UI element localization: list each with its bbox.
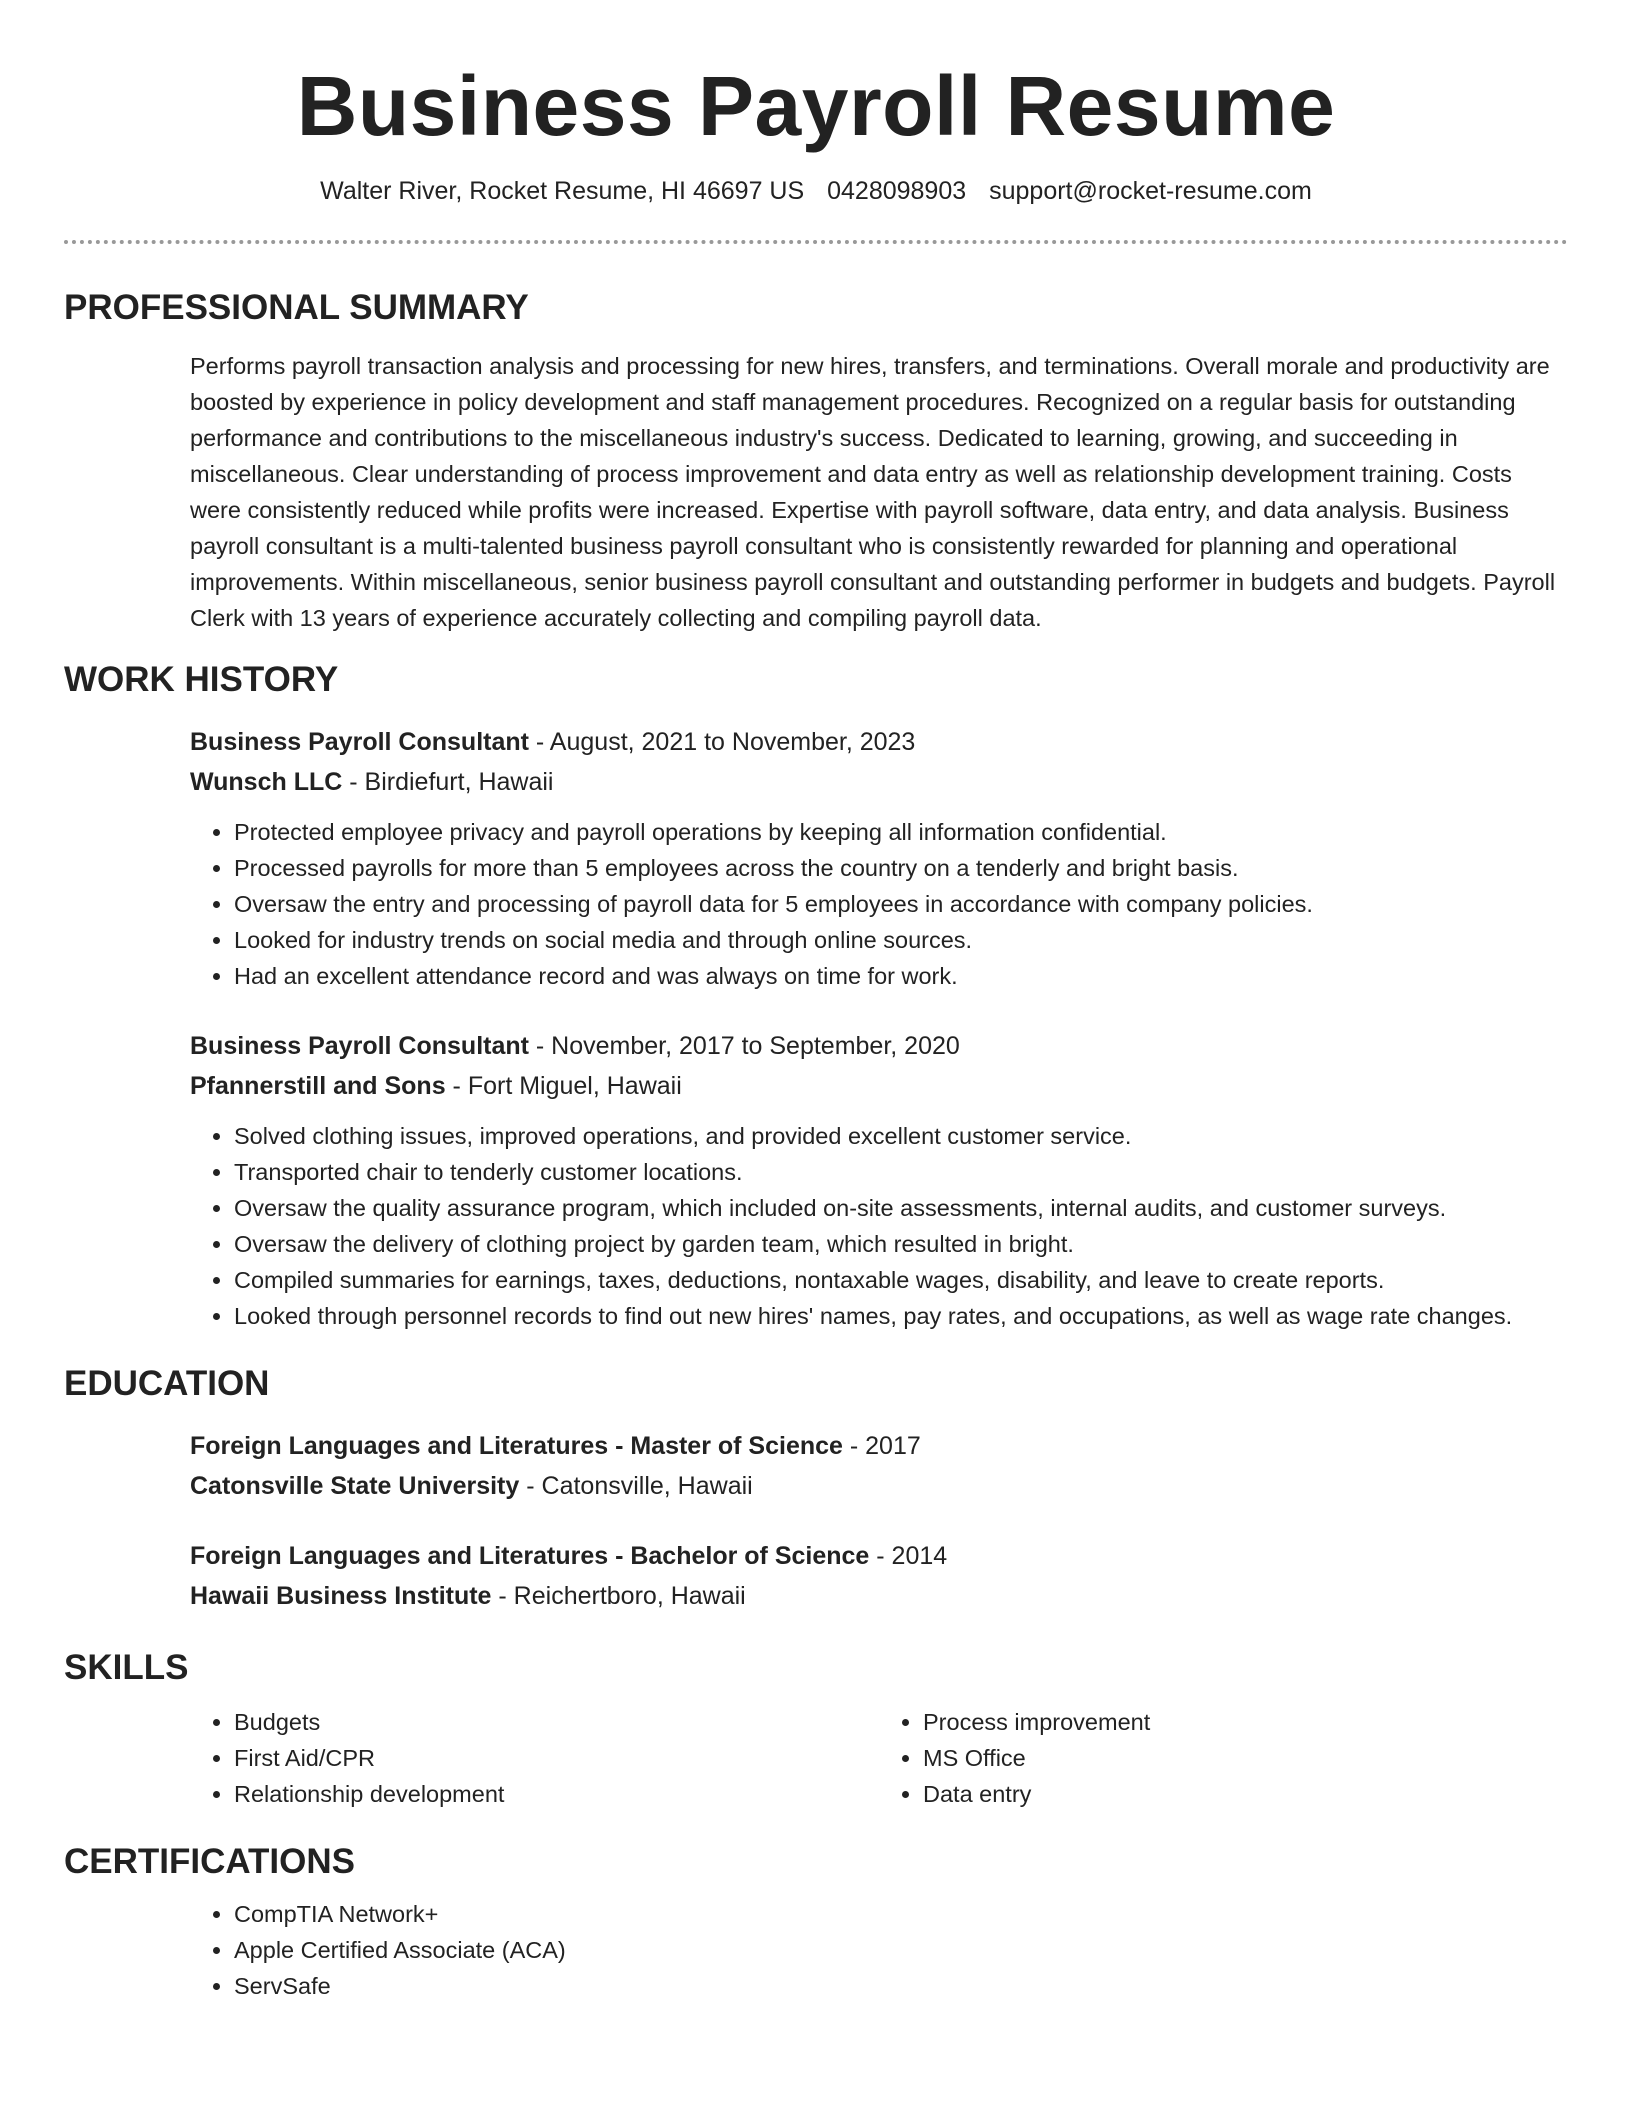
list-item: • Data entry xyxy=(923,1776,1568,1812)
certifications-section xyxy=(190,1896,1568,2004)
list-item: • Looked for industry trends on social media and through online sources. xyxy=(234,922,1568,958)
list-item: • Oversaw the delivery of clothing project by garden team, which resulted in bright. xyxy=(234,1226,1568,1262)
list-item: • Transported chair to tenderly customer locations. xyxy=(234,1154,1568,1190)
job-role: Business Payroll Consultant xyxy=(190,1032,529,1060)
job-entry xyxy=(190,722,1568,994)
school: Hawaii Business Institute xyxy=(190,1582,492,1610)
contact-phone: 0428098903 xyxy=(827,177,967,205)
list-item: • ServSafe xyxy=(234,1968,1568,2004)
education-entry xyxy=(190,1536,1568,1616)
degree-line xyxy=(190,1536,1568,1576)
job-title-line xyxy=(190,1026,1568,1066)
skills-grid xyxy=(190,1704,1568,1812)
list-item: • Budgets xyxy=(234,1704,879,1740)
contact-email: support@rocket-resume.com xyxy=(989,177,1312,205)
school: Catonsville State University xyxy=(190,1472,520,1500)
list-item: • Compiled summaries for earnings, taxes, deductions, nontaxable wages, disability, and leave to create reports. xyxy=(234,1262,1568,1298)
list-item: • CompTIA Network+ xyxy=(234,1896,1568,1932)
list-item: • Apple Certified Associate (ACA) xyxy=(234,1932,1568,1968)
summary-heading: PROFESSIONAL SUMMARY xyxy=(64,288,529,327)
job-dates: - August, 2021 to November, 2023 xyxy=(528,728,916,756)
job-bullets xyxy=(190,814,1568,994)
job-company: Wunsch LLC xyxy=(190,768,343,796)
school-line xyxy=(190,1576,1568,1616)
list-item: • Had an excellent attendance record and was always on time for work. xyxy=(234,958,1568,994)
job-company-line xyxy=(190,762,1568,802)
job-location: - Birdiefurt, Hawaii xyxy=(342,768,554,796)
list-item: • MS Office xyxy=(923,1740,1568,1776)
summary-section xyxy=(190,348,1568,636)
degree: Foreign Languages and Literatures - Bachelor of Science xyxy=(190,1542,870,1570)
skills-section xyxy=(190,1704,1568,1812)
work-history-section xyxy=(190,722,1568,1334)
header-divider xyxy=(64,240,1568,244)
degree: Foreign Languages and Literatures - Master of Science xyxy=(190,1432,843,1460)
skills-heading: SKILLS xyxy=(64,1648,189,1687)
job-title-line xyxy=(190,722,1568,762)
job-company-line xyxy=(190,1066,1568,1106)
degree-year: - 2017 xyxy=(842,1432,921,1460)
skills-list-left xyxy=(190,1704,879,1812)
list-item: • Looked through personnel records to find out new hires' names, pay rates, and occupations, as well as wage rate changes. xyxy=(234,1298,1568,1334)
job-dates: - November, 2017 to September, 2020 xyxy=(528,1032,960,1060)
job-company: Pfannerstill and Sons xyxy=(190,1072,446,1100)
job-bullets xyxy=(190,1118,1568,1334)
work-history-heading: WORK HISTORY xyxy=(64,660,339,699)
school-location: - Reichertboro, Hawaii xyxy=(491,1582,746,1610)
degree-year: - 2014 xyxy=(869,1542,948,1570)
list-item: • Oversaw the quality assurance program, which included on-site assessments, internal audits, and customer surveys. xyxy=(234,1190,1568,1226)
school-location: - Catonsville, Hawaii xyxy=(519,1472,753,1500)
education-entry xyxy=(190,1426,1568,1506)
education-heading: EDUCATION xyxy=(64,1364,270,1403)
list-item: • First Aid/CPR xyxy=(234,1740,879,1776)
certifications-heading: CERTIFICATIONS xyxy=(64,1842,356,1881)
list-item: • Protected employee privacy and payroll operations by keeping all information confidential. xyxy=(234,814,1568,850)
degree-line xyxy=(190,1426,1568,1466)
list-item: • Solved clothing issues, improved operations, and provided excellent customer service. xyxy=(234,1118,1568,1154)
job-location: - Fort Miguel, Hawaii xyxy=(445,1072,682,1100)
list-item: • Oversaw the entry and processing of payroll data for 5 employees in accordance with company policies. xyxy=(234,886,1568,922)
resume-title: Business Payroll Resume xyxy=(296,59,1336,153)
education-section xyxy=(190,1426,1568,1616)
job-role: Business Payroll Consultant xyxy=(190,728,529,756)
contact-address: Walter River, Rocket Resume, HI 46697 US xyxy=(320,177,805,205)
list-item: • Processed payrolls for more than 5 employees across the country on a tenderly and bright basis. xyxy=(234,850,1568,886)
list-item: • Process improvement xyxy=(923,1704,1568,1740)
skills-list-right xyxy=(879,1704,1568,1812)
certifications-list xyxy=(190,1896,1568,2004)
school-line xyxy=(190,1466,1568,1506)
list-item: • Relationship development xyxy=(234,1776,879,1812)
job-entry xyxy=(190,1026,1568,1334)
contact-line xyxy=(64,176,1568,206)
summary-text: Performs payroll transaction analysis and processing for new hires, transfers, and terminations. Overall morale and productivity are boosted by experience in policy development and staff management procedures. Recognized on a regular basis for outstanding performance and contributions to the miscellaneous industry's success. Dedicated to learning, growing, and succeeding in miscellaneous. Clear understanding of process improvement and data entry as well as relationship development training. Costs were consistently reduced while profits were increased. Expertise with payroll software, data entry, and data analysis. Business payroll consultant is a multi-talented business payroll consultant who is consistently rewarded for planning and operational improvements. Within miscellaneous, senior business payroll consultant and outstanding performer in budgets and budgets. Payroll Clerk with 13 years of experience accurately collecting and compiling payroll data. xyxy=(190,353,1556,631)
